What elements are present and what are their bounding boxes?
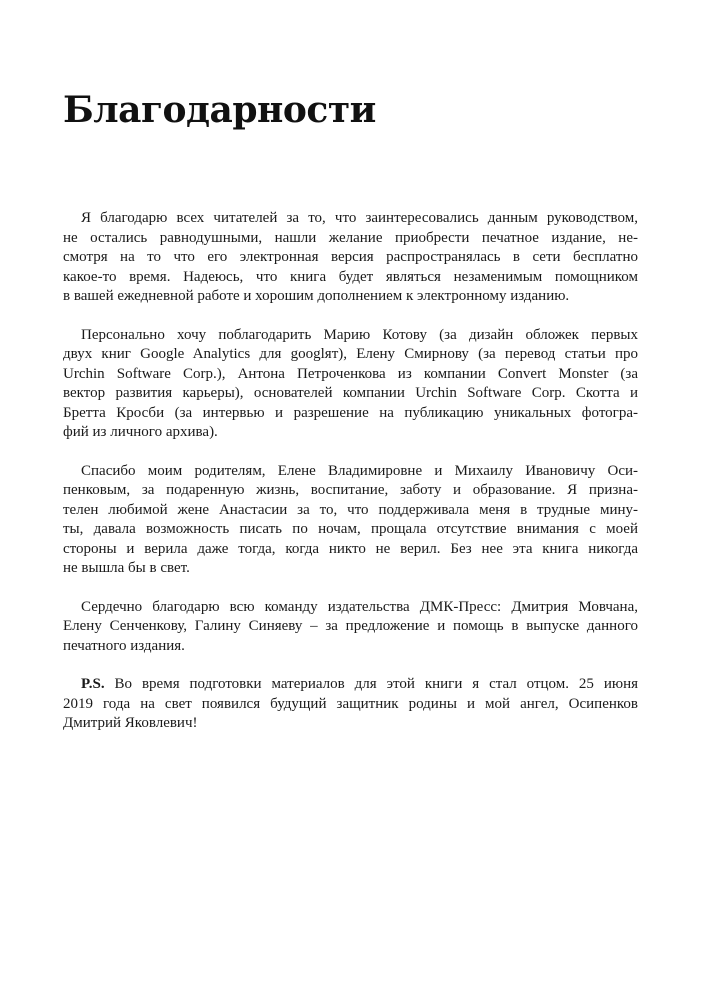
paragraph-line: двух книг Google Analytics для googlят), Елену Смирнову (за перевод статьи про xyxy=(63,346,638,362)
paragraph-personal-thanks xyxy=(63,326,638,443)
paragraph-family-thanks xyxy=(63,462,638,579)
paragraph-line: какое-то время. Надеюсь, что книга будет являться незаменимым помощником xyxy=(63,268,638,285)
ps-label: P.S. xyxy=(81,676,105,692)
paragraph-line: Сердечно благодарю всю команду издательства ДМК-Пресс: Дмитрия Мовчана, xyxy=(81,598,638,615)
ps-text: Во время подготовки материалов для этой книги я стал отцом. 25 июня xyxy=(104,676,638,692)
paragraph-line: не вышла бы в свет. xyxy=(63,560,190,576)
paragraph-line: фий из личного архива). xyxy=(63,424,218,440)
body-text xyxy=(63,209,638,753)
paragraph-line: ты, давала возможность писать по ночам, прощала отсутствие внимания с моей xyxy=(63,521,638,537)
paragraph-line: в вашей ежедневной работе и хорошим дополнением к электронному изданию. xyxy=(63,288,570,304)
paragraph-line: Дмитрий Яковлевич! xyxy=(63,715,198,731)
paragraph-thanks-readers xyxy=(63,209,638,307)
paragraph-line: смотря на то что его электронная версия распространялась в сети бесплатно xyxy=(63,249,638,265)
paragraph-line: не остались равнодушными, нашли желание приобрести печатное издание, не- xyxy=(63,229,638,246)
paragraph-line: стороны и верила даже тогда, когда никто не верил. Без нее эта книга никогда xyxy=(63,540,638,557)
paragraph-line xyxy=(63,675,638,695)
paragraph-line: Елену Сенченкову, Галину Синяеву – за предложение и помощь в выпуске данного xyxy=(63,618,638,634)
paragraph-line: телен любимой жене Анастасии за то, что поддерживала меня в трудные мину- xyxy=(63,501,638,518)
paragraph-line: 2019 года на свет появился будущий защитник родины и мой ангел, Осипенков xyxy=(63,695,638,712)
paragraph-postscript xyxy=(63,675,638,734)
paragraph-line: вектор развития карьеры), основателей компании Urchin Software Corp. Скотта и xyxy=(63,385,638,401)
paragraph-publisher-thanks xyxy=(63,598,638,657)
page-title: Благодарности xyxy=(63,89,376,131)
paragraph-line: Бретта Кросби (за интервью и разрешение на публикацию уникальных фотогра- xyxy=(63,404,638,421)
paragraph-line: Спасибо моим родителям, Елене Владимировне и Михаилу Ивановичу Оси- xyxy=(81,462,638,479)
paragraph-line: печатного издания. xyxy=(63,637,185,654)
paragraph-line: пенковым, за подаренную жизнь, воспитание, заботу и образование. Я призна- xyxy=(63,482,638,498)
paragraph-line: Urchin Software Corp.), Антона Петроченкова из компании Convert Monster (за xyxy=(63,365,638,382)
paragraph-line: Я благодарю всех читателей за то, что заинтересовались данным руководством, xyxy=(81,210,638,226)
paragraph-line: Персонально хочу поблагодарить Марию Котову (за дизайн обложек первых xyxy=(81,326,638,343)
